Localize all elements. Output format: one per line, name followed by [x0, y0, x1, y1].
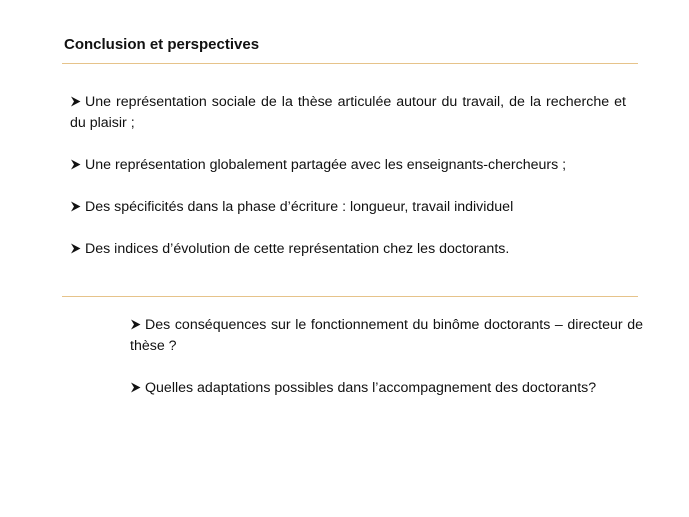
arrowhead-bullet-icon	[70, 96, 81, 107]
bullet-text: Quelles adaptations possibles dans l’accompagnement des doctorants?	[145, 380, 597, 396]
bullet-item	[130, 315, 643, 357]
bullet-item	[70, 197, 626, 218]
section-divider	[62, 296, 638, 297]
arrowhead-bullet-icon	[130, 382, 141, 393]
bullet-text: Des spécificités dans la phase d’écriture : longueur, travail individuel	[85, 199, 514, 215]
bullet-text: Des conséquences sur le fonctionnement du binôme doctorants – directeur de thèse ?	[130, 317, 643, 354]
bullet-item	[130, 378, 643, 399]
bullet-text: Des indices d’évolution de cette représentation chez les doctorants.	[85, 241, 510, 257]
arrowhead-bullet-icon	[130, 319, 141, 330]
bullet-list-perspectives	[130, 315, 643, 399]
arrowhead-bullet-icon	[70, 159, 81, 170]
bullet-text: Une représentation sociale de la thèse articulée autour du travail, de la recherche et du plaisir ;	[70, 94, 626, 131]
bullet-list-findings	[70, 92, 626, 260]
title-divider	[62, 63, 638, 64]
slide-title: Conclusion et perspectives	[64, 36, 260, 53]
bullet-item	[70, 92, 626, 134]
bullet-text: Une représentation globalement partagée avec les enseignants-chercheurs ;	[85, 157, 567, 173]
arrowhead-bullet-icon	[70, 243, 81, 254]
bullet-item	[70, 155, 626, 176]
arrowhead-bullet-icon	[70, 201, 81, 212]
bullet-item	[70, 239, 626, 260]
